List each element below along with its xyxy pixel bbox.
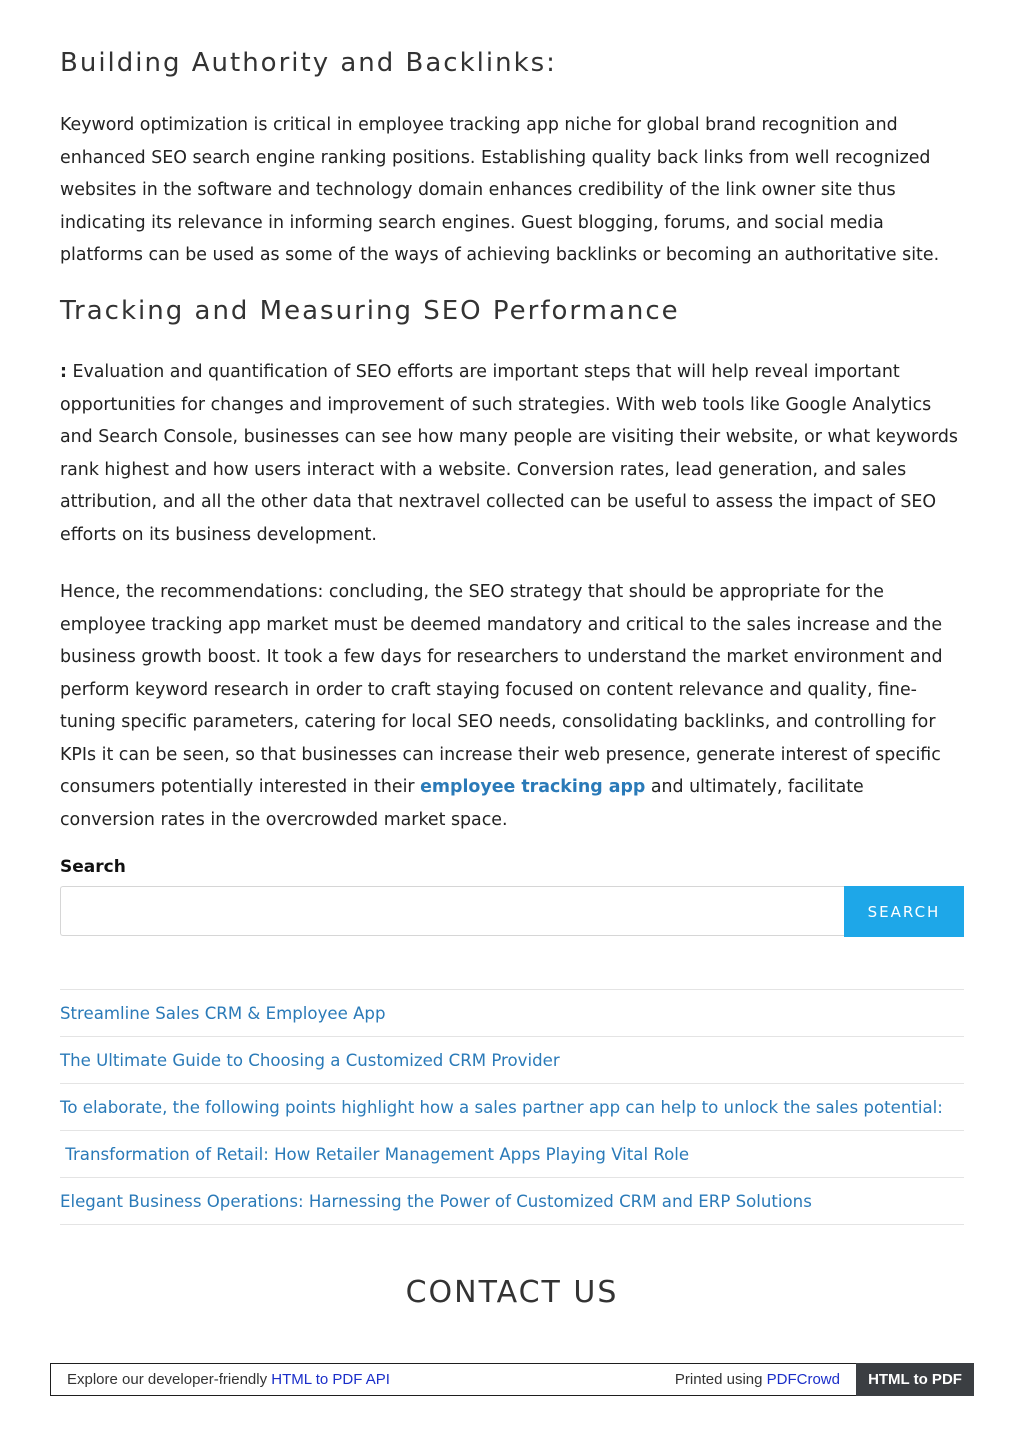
contact-heading: CONTACT US [405, 1275, 619, 1310]
footer-right-text [675, 1371, 856, 1388]
search-label: Search [60, 857, 126, 877]
paragraph-conclusion-before: Hence, the recommendations: concluding, the SEO strategy that should be appropriate for the employee tracking app market must be deemed mandatory and critical to the sales increase and the business growth boost. It took a few days for researchers to understand the market environment and perform keyword research in order to craft staying focused on content relevance and quality, fine-tuning specific parameters, catering for local SEO needs, consolidating backlinks, and controlling for KPIs it can be seen, so that businesses can increase their web presence, generate interest of specific consumers potentially interested in their [60, 582, 943, 797]
html-to-pdf-badge-button[interactable]: HTML to PDF [856, 1363, 974, 1396]
paragraph-tracking-text: Evaluation and quantification of SEO efforts are important steps that will help reveal important opportunities for changes and improvement of such strategies. With web tools like Google Analytics and Search Console, businesses can see how many people are visiting their website, or what keywords rank highest and how users interact with a website. Conversion rates, lead generation, and sales attribution, and all the other data that nextravel collected can be useful to assess the impact of SEO efforts on its business development. [60, 362, 958, 545]
list-item [60, 1131, 964, 1178]
pdfcrowd-link[interactable]: PDFCrowd [766, 1371, 840, 1388]
paragraph-conclusion [60, 576, 964, 836]
lead-colon: : [60, 362, 67, 382]
footer-left-text [51, 1371, 675, 1388]
list-item [60, 1178, 964, 1225]
recent-post-link[interactable]: Elegant Business Operations: Harnessing the Power of Customized CRM and ERP Solutions [60, 1191, 812, 1211]
section-heading-tracking: Tracking and Measuring SEO Performance [60, 296, 680, 326]
recent-post-link[interactable]: Transformation of Retail: How Retailer Management Apps Playing Vital Role [60, 1144, 690, 1164]
employee-tracking-app-link[interactable]: employee tracking app [420, 777, 646, 797]
recent-posts-list [60, 989, 964, 1225]
footer-right-prefix: Printed using [674, 1371, 767, 1388]
list-item [60, 990, 964, 1037]
pdf-footer-bar [50, 1363, 974, 1396]
search-input[interactable] [60, 886, 844, 936]
paragraph-tracking [60, 356, 964, 551]
html-to-pdf-api-link[interactable]: HTML to PDF API [271, 1371, 390, 1388]
search-button[interactable]: SEARCH [844, 886, 964, 937]
list-item [60, 1084, 964, 1131]
paragraph-authority: Keyword optimization is critical in employee tracking app niche for global brand recognition and enhanced SEO search engine ranking positions. Establishing quality back links from well recognized websites in the software and technology domain enhances credibility of the link owner site thus indicating its relevance in informing search engines. Guest blogging, forums, and social media platforms can be used as some of the ways of achieving backlinks or becoming an authoritative site. [60, 115, 940, 265]
recent-post-link[interactable]: To elaborate, the following points highlight how a sales partner app can help to unlock the sales potential: [60, 1097, 943, 1117]
paragraph-conclusion-after: and ultimately, facilitate conversion rates in the overcrowded market space. [60, 777, 864, 830]
recent-post-link[interactable]: Streamline Sales CRM & Employee App [60, 1003, 386, 1023]
recent-post-link[interactable]: The Ultimate Guide to Choosing a Customized CRM Provider [60, 1050, 560, 1070]
section-heading-authority: Building Authority and Backlinks: [60, 48, 557, 78]
list-item [60, 1037, 964, 1084]
footer-left-prefix: Explore our developer-friendly [67, 1371, 272, 1388]
